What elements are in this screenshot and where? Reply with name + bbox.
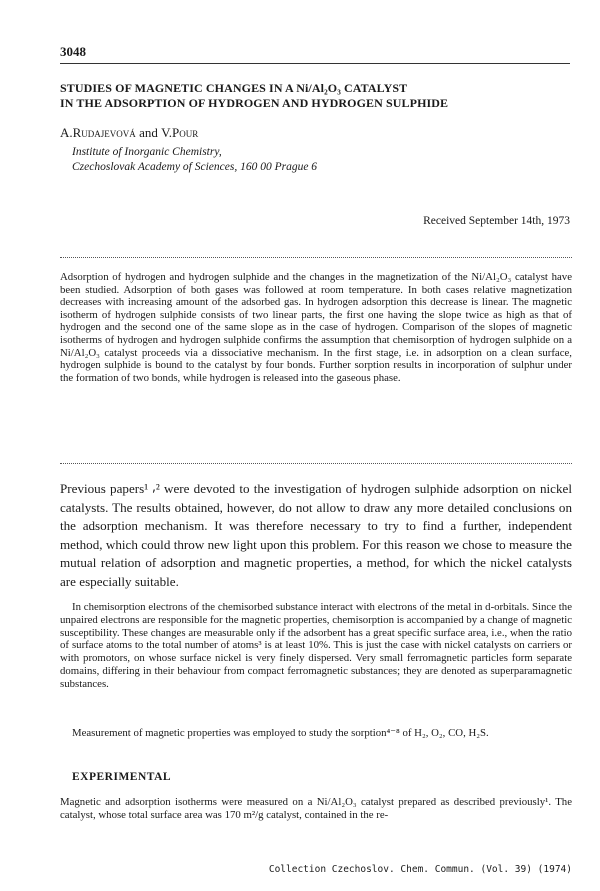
abstract: Adsorption of hydrogen and hydrogen sulphide and the changes in the magnetization of the Ni/Al₂O₃ catalyst have been studied. Adsorption of both gases was followed at room temperature. In both cases relative magnetization decreases with increasing amount of the adsorbed gas. In hydrogen adsorption this decrease is linear. The magnetic isotherm of hydrogen sulphide consists of two linear parts, the first one having the slope twice as high as that of hydrogen and the second one of the same slope as in the case of hydrogen. Comparison of the slopes of magnetic isotherms of hydrogen and hydrogen sulphide confirms the assumption that chemisorption of hydrogen sulphide on a Ni/Al₂O₃ catalyst proceeds via a dissociative mechanism. In the first stage, i.e. in adsorption on a clean surface, hydrogen sulphide is bound to the catalyst by four bonds. Further sorption results in incorporation of sulphur under the formation of two bonds, while hydrogen is released into the gaseous phase. <box>60 271 572 384</box>
body-paragraph-experimental: Magnetic and adsorption isotherms were measured on a Ni/Al₂O₃ catalyst prepared as described previously¹. The catalyst, whose total surface area was 170 m²/g catalyst, contained in the re- <box>60 796 572 821</box>
header-rule <box>60 63 570 64</box>
body-paragraph-chemisorption: In chemisorption electrons of the chemisorbed substance interact with electrons of the metal in d-orbitals. Since the unpaired electrons are responsible for the magnetic properties, chemisorption is accompanied by a change of magnetic susceptibility. These changes are measurable only if the adsorbent has a great specific surface area, i.e., when the ratio of surface atoms to the total number of atoms³ is at least 10%. This is just the case with nickel catalysts on carriers or with promotors, on whose surface nickel is very finely dispersed. Very small ferromagnetic particles form separate domains, differing in their behaviour from compact ferromagnetic substances; they are denoted as superparamagnetic substances. <box>60 601 572 690</box>
journal-footer: Collection Czechoslov. Chem. Commun. (Vol. 39) (1974) <box>268 864 572 875</box>
page-number: 3048 <box>60 44 86 59</box>
article-title <box>60 81 570 111</box>
affiliation-line-1: Institute of Inorganic Chemistry, <box>72 146 222 158</box>
author-list <box>60 125 198 141</box>
affiliation <box>72 145 317 175</box>
author-2: V.Pour <box>161 125 199 140</box>
section-heading-experimental: EXPERIMENTAL <box>72 771 172 783</box>
affiliation-line-2: Czechoslovak Academy of Sciences, 160 00 Prague 6 <box>72 161 318 173</box>
author-conjunction: and <box>135 125 162 140</box>
title-line-1: STUDIES OF MAGNETIC CHANGES IN A Ni/Al₂O₃ CATALYST <box>60 81 408 95</box>
abstract-bottom-rule <box>60 463 572 464</box>
intro-paragraph: Previous papers¹ ⸴² were devoted to the investigation of hydrogen sulphide adsorption on nickel catalysts. The results obtained, however, do not allow to draw any more detailed conclusions on the adsorption mechanism. It was therefore necessary to try to find a further, independent method, which could throw new light upon this problem. For this reason we chose to measure the mutual relation of adsorption and magnetic properties, a method, for which the nickel catalysts are especially suitable. <box>60 481 572 589</box>
abstract-top-rule <box>60 257 572 258</box>
title-line-2: IN THE ADSORPTION OF HYDROGEN AND HYDROGEN SULPHIDE <box>60 96 449 110</box>
author-1: A.Rudajevová <box>60 125 136 140</box>
body-paragraph-measurement: Measurement of magnetic properties was employed to study the sorption⁴⁻⁸ of H₂, O₂, CO, H₂S. <box>72 727 489 739</box>
received-date: Received September 14th, 1973 <box>423 215 570 227</box>
